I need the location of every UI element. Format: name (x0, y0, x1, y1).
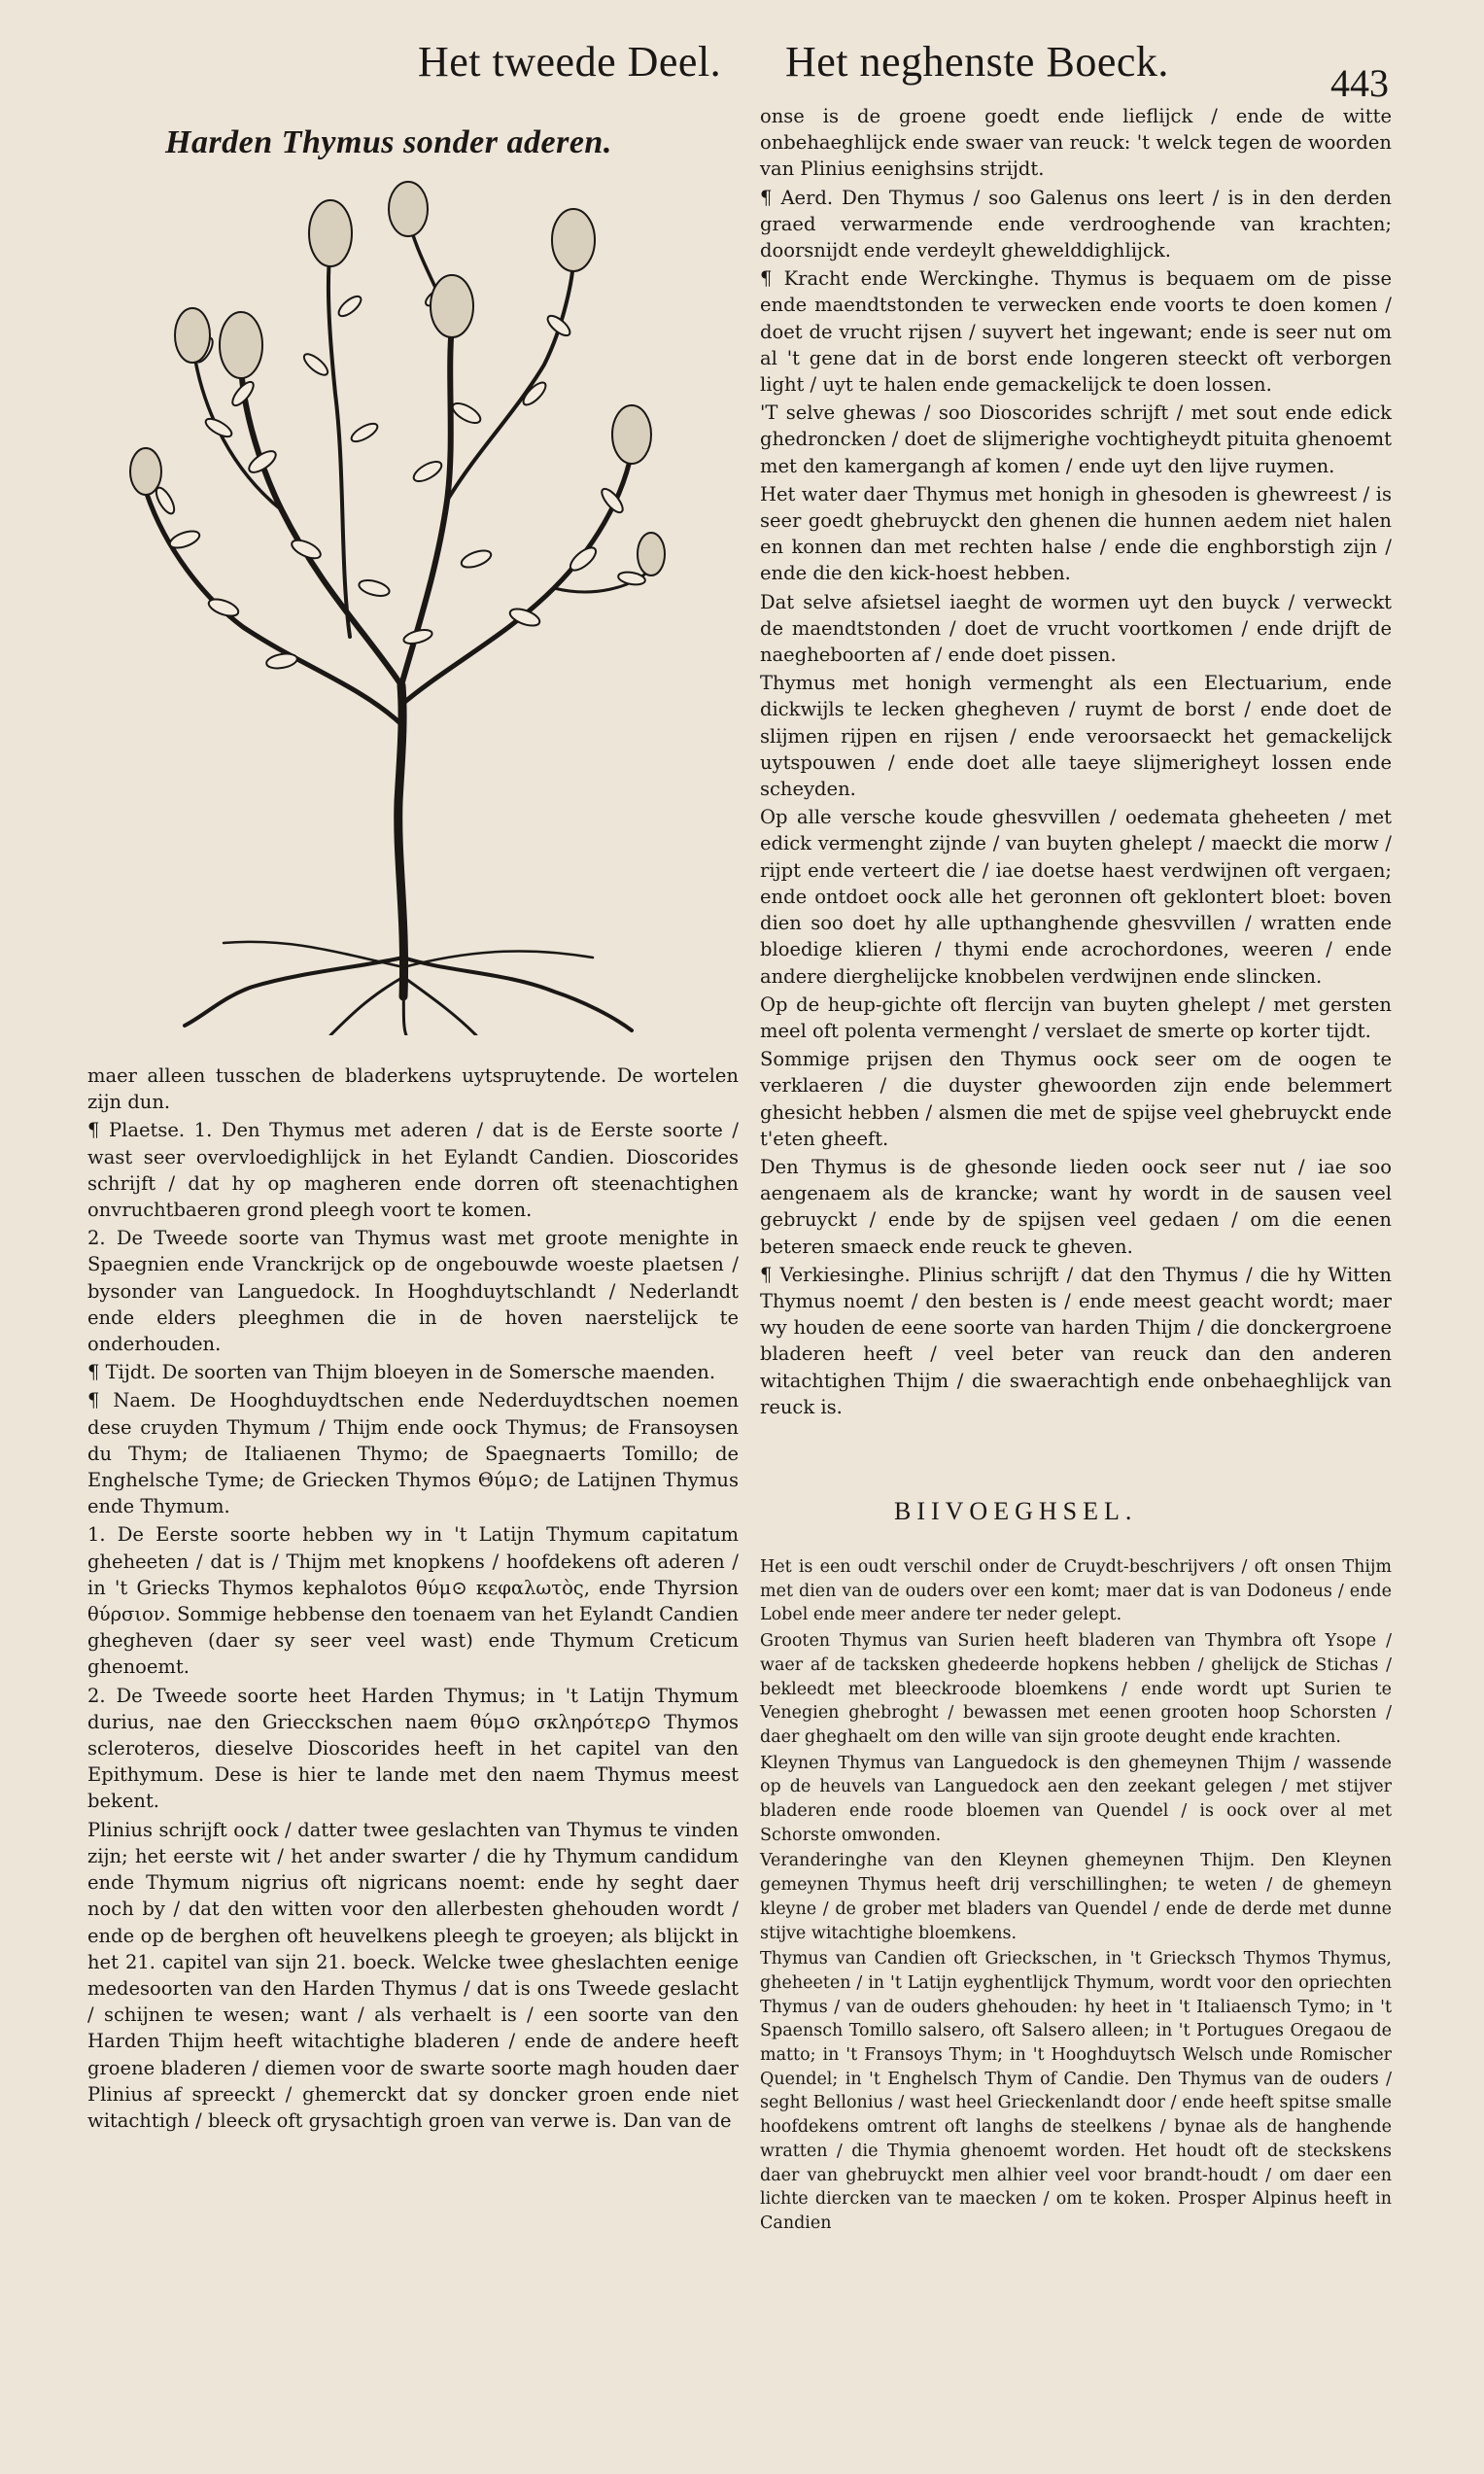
paragraph: Grooten Thymus van Surien heeft bladeren van Thymbra oft Ysope / waer af de tacksken ghedeerde hopkens hebben / ghelijck de Stichas / bekleedt met bleeckroode bloemkens / ende wordt upt Surien te Venegien ghebroght / bewassen met eenen grooten hoop Schorsten / daer gheghaelt om den wille van sijn groote deught ende krachten. (760, 1631, 1392, 1747)
paragraph: ¶ Tijdt. De soorten van Thijm bloeyen in de Somersche maenden. (87, 1361, 716, 1384)
paragraph: Dat selve afsietsel iaeght de wormen uyt den buyck / verweckt de maendtstonden / doet de vrucht voortkomen / ende drijft de naegheboorten af / ende doet pissen. (760, 590, 1392, 667)
paragraph: maer alleen tusschen de bladerkens uytspruytende. De wortelen zijn dun. (87, 1064, 739, 1114)
paragraph: Op de heup-gichte oft flercijn van buyten ghelept / met gersten meel oft polenta vermenght / verslaet de smerte op korter tijdt. (760, 993, 1392, 1042)
paragraph: Het water daer Thymus met honigh in ghesoden is ghewreest / is seer goedt ghebruyckt den ghenen die hunnen aedem niet halen en konnen dan met rechten halse / ende die enghborstigh zijn / ende die den kick-hoest hebben. (760, 482, 1392, 585)
running-head-left: Het tweede Deel. (418, 38, 722, 86)
paragraph: Sommige prijsen den Thymus oock seer om de oogen te verklaeren / die duyster ghewoorden zijn ende belemmert ghesicht hebben / alsmen die met de spijse veel ghebruyckt ende t'eten gheeft. (760, 1048, 1392, 1150)
paragraph: Veranderinghe van den Kleynen ghemeynen Thijm. Den Kleynen gemeynen Thymus heeft drij verschillinghen; te weten / de ghemeyn kleyne / de grober met bladers van Quendel / ende de derde met dunne stijve witachtighe bloemkens. (760, 1851, 1392, 1943)
paragraph: Thymus van Candien oft Grieckschen, in 't Griecksch Thymos Thymus, gheheeten / in 't Latijn eyghentlijck Thymum, wordt voor den opriechten Thymus / van de ouders ghehouden: hy heet in 't Italiaensch Tymo; in 't Spaensch Tomillo salsero, oft Salsero alleen; in 't Portugues Oregaou de matto; in 't Fransoys Thym; in 't Hooghduytsch Welsch unde Romischer Quendel; in 't Enghelsch Thym of Candie. Den Thymus van de ouders / seght Bellonius / wast heel Grieckenlandt door / ende heeft spitse smalle hoofdekens omtrent oft langhs de steelkens / bynae als de hanghende wratten / die Thymia ghenoemt worden. Het houdt oft de steckskens daer van ghebruyckt men alhier veel voor brandt-houdt / om daer een lichte diercken van te maecken / om te koken. Prosper Alpinus heeft in Candien (760, 1949, 1392, 2233)
paragraph: Kleynen Thymus van Languedock is den ghemeynen Thijm / wassende op de heuvels van Languedock aen den zeekant gelegen / met stijver bladeren ende roode bloemen van Quendel / is oock over al met Schorste omwonden. (760, 1753, 1392, 1845)
paragraph: onse is de groene goedt ende lieflijck / ende de witte onbehaeghlijck ende swaer van reuck: 't welck tegen de woorden van Plinius eenighsins strijdt. (760, 105, 1392, 181)
section-heading-bijvoeghsel: BIIVOEGHSEL. (894, 1497, 1138, 1525)
left-column-bottom (87, 1063, 739, 2136)
paragraph: Den Thymus is de ghesonde lieden oock seer nut / iae soo aengenaem als de krancke; want hy wordt in de sausen veel gebruyckt / ende by de spijsen veel gedaen / om die eenen beteren smaeck ende reuck te gheven. (760, 1155, 1392, 1258)
paragraph: 2. De Tweede soorte van Thymus wast met groote menighte in Spaegnien ende Vranckrijck op de ongebouwde woeste plaetsen / bysonder van Languedock. In Hooghduytschlandt / Nederlandt ende elders pleeghmen die in de hoven naerstelijck te onderhouden. (87, 1227, 739, 1356)
paragraph: Plinius schrijft oock / datter twee geslachten van Thymus te vinden zijn; het eerste wit / het ander swarter / die hy Thymum candidum ende Thymum nigrius oft nigricans noemt: ende hy seght daer noch by / dat den witten voor den allerbesten ghehouden wordt / ende op de berghen oft heuvelkens pleegh te groeyen; als blijckt in het 21. capitel van sijn 21. boeck. Welcke twee gheslachten eenige medesoorten van den Harden Thymus / dat is ons Tweede geslacht / schijnen te wesen; want / als verhaelt is / een soorte van den Harden Thijm heeft witachtighe bladeren / ende de andere heeft groene bladeren / diemen voor de swarte soorte magh houden daer Plinius af spreeckt / ghemerckt dat sy doncker groen ende niet witachtigh / bleeck oft grysachtigh groen van verwe is. Dan van de (87, 1818, 739, 2132)
paragraph: 1. De Eerste soorte hebben wy in 't Latijn Thymum capitatum gheheeten / dat is / Thijm met knopkens / hoofdekens oft aderen / in 't Griecks Thymos kephalotos θύμ⊙ κεφαλωτὸς, ende Thyrsion θύρσιον. Sommige hebbense den toenaem van het Eylandt Candien ghegheven (daer sy seer veel wast) ende Thymum Creticum ghenoemt. (87, 1523, 739, 1679)
running-head-right: Het neghenste Boeck. (785, 38, 1169, 86)
paragraph: ¶ Kracht ende Werckinghe. Thymus is bequaem om de pisse ende maendtstonden te verwecken ende voorts te doen komen / doet de vrucht rijsen / suyvert het ingewant; ende is seer nut om al 't gene dat in de borst ende longeren steeckt oft verborgen light / uyt te halen ende gemackelijck te doen lossen. (760, 267, 1392, 397)
paragraph: ¶ Plaetse. 1. Den Thymus met aderen / dat is de Eerste soorte / wast seer overvloedighlijck in het Eylandt Candien. Dioscorides schrijft / dat hy op magheren ende dorren oft steenachtighen onvruchtbaeren grond pleegh voort te komen. (87, 1119, 739, 1222)
paragraph: 2. De Tweede soorte heet Harden Thymus; in 't Latijn Thymum durius, nae den Griecckschen naem θύμ⊙ σκληρότερ⊙ Thymos scleroteros, dieselve Dioscorides heeft in het capitel van den Epithymum. Dese is hier te lande met den naem Thymus meest bekent. (87, 1684, 739, 1813)
page-number: 443 (1330, 61, 1389, 105)
paragraph: Op alle versche koude ghesvvillen / oedemata gheheeten / met edick vermenght zijnde / van buyten ghelept / maeckt die morw / rijpt ende verteert die / iae doetse haest verdwijnen oft vergaen; ende ontdoet oock alle het geronnen oft geklontert bloet: boven dien soo doet hy alle upthanghende ghesvvillen / wratten ende bloedige klieren / thymi ende acrochordones, weeren / ende andere dierghelijcke knobbelen verdwijnen ende slincken. (760, 806, 1392, 988)
paragraph: ¶ Aerd. Den Thymus / soo Galenus ons leert / is in den derden graed verwarmende ende verdrooghende van krachten; doorsnijdt ende verdeylt ghewelddighlijck. (760, 186, 1392, 262)
paragraph: ¶ Naem. De Hooghduydtschen ende Nederduydtschen noemen dese cruyden Thymum / Thijm ende oock Thymus; de Fransoysen du Thym; de Italiaenen Thymo; de Spaegnaerts Tomillo; de Enghelsche Tyme; de Griecken Thymos Θύμ⊙; de Latijnen Thymus ende Thymum. (87, 1389, 739, 1518)
paragraph: Thymus met honigh vermenght als een Electuarium, ende dickwijls te lecken ghegheven / ruymt de borst / ende doet de slijmen rijpen en rijsen / ende veroorsaeckt het gemackelijck uytspouwen / ende doet alle taeye slijmerigheyt lossen ende scheyden. (760, 672, 1392, 801)
figure-caption: Harden Thymus sonder aderen. (165, 124, 612, 160)
right-column-top (760, 103, 1392, 1422)
paragraph: Het is een oudt verschil onder de Cruydt-beschrijvers / oft onsen Thijm met dien van de ouders over een komt; maer dat is van Dodoneus / ende Lobel ende meer andere ter neder gelept. (760, 1557, 1392, 1625)
bijvoeghsel-text (760, 1555, 1392, 2238)
paragraph: ¶ Verkiesinghe. Plinius schrijft / dat den Thymus / die hy Witten Thymus noemt / den besten is / ende meest geacht wordt; maer wy houden de eene soorte van harden Thijm / die donckergroene bladeren heeft / veel beter van reuck dan den anderen witachtighen Thijm / die swaerachtigh ende onbehaeghlijck van reuck is. (760, 1263, 1392, 1418)
thyme-plant-woodcut (126, 180, 671, 1035)
paragraph: 'T selve ghewas / soo Dioscorides schrijft / met sout ende edick ghedroncken / doet de slijmerighe vochtigheydt pituita ghenoemt met den kamergangh af komen / ende uyt den lijve ruymen. (760, 401, 1392, 477)
